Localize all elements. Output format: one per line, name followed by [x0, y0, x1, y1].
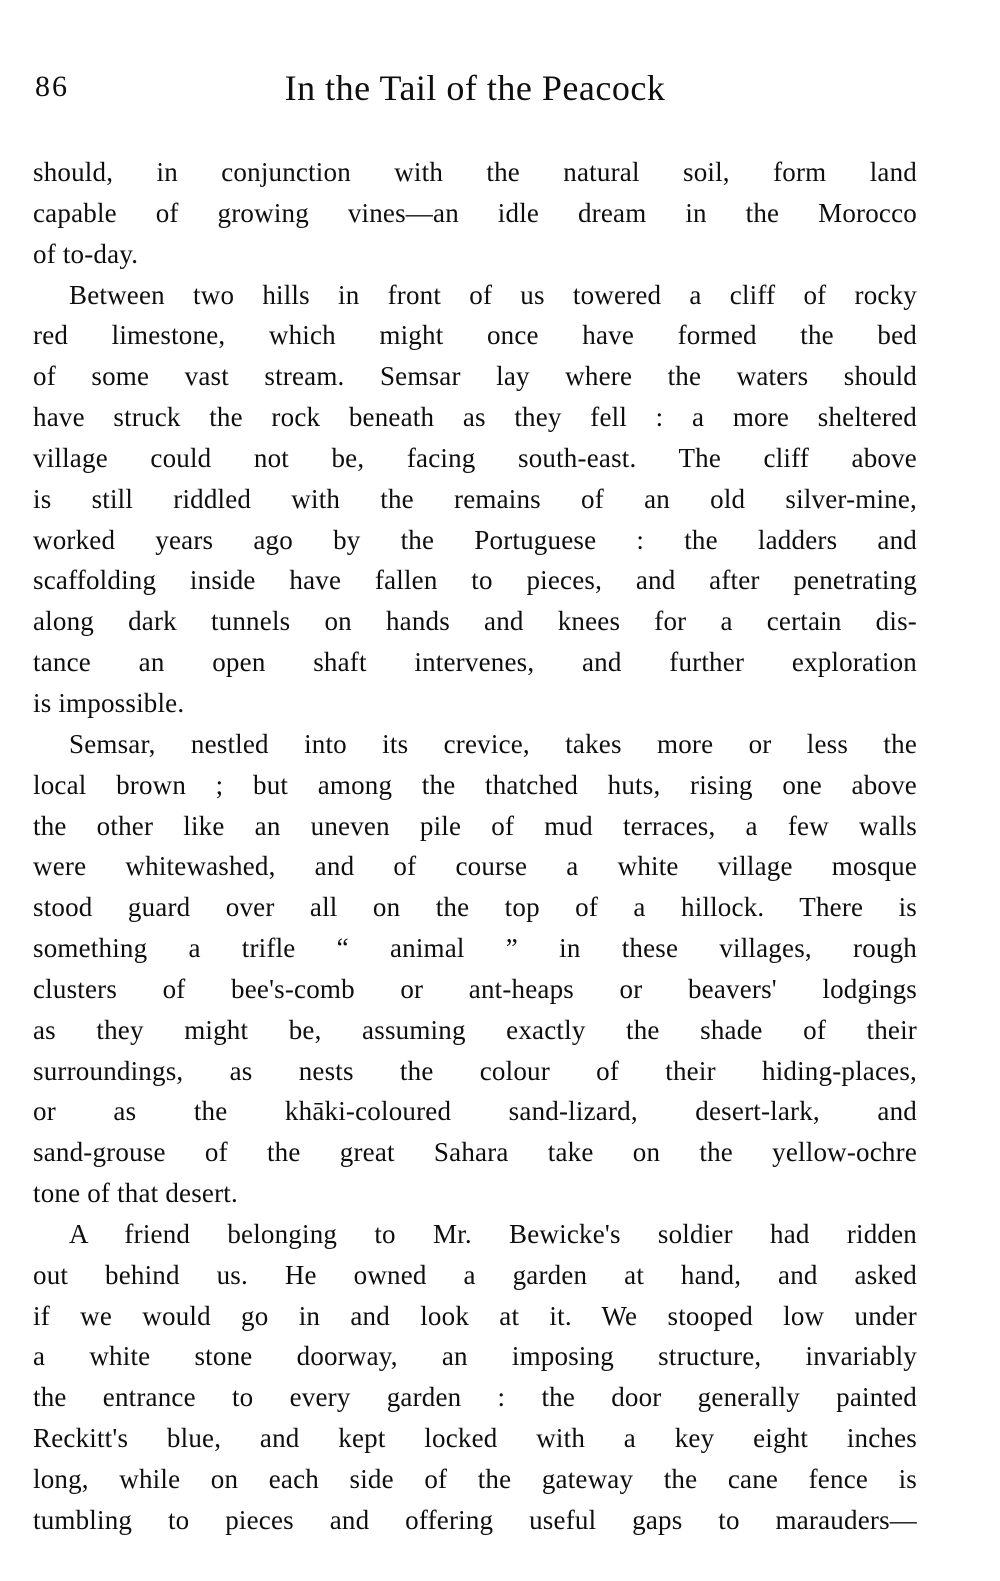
text-line: a white stone doorway, an imposing structure, invariably [33, 1341, 917, 1372]
text-line: were whitewashed, and of course a white village mosque [33, 851, 917, 882]
paragraph [33, 275, 917, 724]
paragraph [33, 724, 917, 1214]
text-line: the other like an uneven pile of mud terraces, a few walls [33, 810, 917, 841]
text-line: stood guard over all on the top of a hillock. There is [33, 892, 917, 923]
paragraph [33, 152, 917, 275]
text-line: tumbling to pieces and offering useful gaps to marauders— [33, 1504, 917, 1535]
text-line: along dark tunnels on hands and knees for a certain dis- [33, 606, 917, 637]
text-line: sand-grouse of the great Sahara take on the yellow-ochre [33, 1137, 917, 1168]
text-line: something a trifle “ animal ” in these villages, rough [33, 933, 917, 964]
text-line: worked years ago by the Portuguese : the ladders and [33, 524, 917, 555]
text-line: village could not be, facing south-east. The cliff above [33, 442, 917, 473]
page-number: 86 [35, 70, 69, 103]
text-line: if we would go in and look at it. We stooped low under [33, 1300, 917, 1331]
page-header [33, 66, 917, 114]
text-line: tone of that desert. [33, 1178, 238, 1209]
text-line: clusters of bee's-comb or ant-heaps or beavers' lodgings [33, 973, 917, 1004]
text-line: or as the khāki-coloured sand-lizard, desert-lark, and [33, 1096, 917, 1127]
text-line: the entrance to every garden : the door generally painted [33, 1382, 917, 1413]
text-line: red limestone, which might once have formed the bed [33, 320, 917, 351]
text-line: long, while on each side of the gateway the cane fence is [33, 1464, 917, 1494]
text-line: should, in conjunction with the natural soil, form land [33, 157, 917, 187]
text-line: have struck the rock beneath as they fell : a more sheltered [33, 402, 917, 433]
paragraph [33, 1214, 917, 1541]
text-line: tance an open shaft intervenes, and further exploration [33, 647, 917, 678]
text-line: Between two hills in front of us towered a cliff of rocky [69, 279, 917, 310]
book-page [33, 0, 917, 1541]
text-block [33, 152, 917, 1541]
text-line: scaffolding inside have fallen to pieces, and after penetrating [33, 565, 917, 596]
text-line: A friend belonging to Mr. Bewicke's soldier had ridden [69, 1218, 917, 1249]
text-line: is impossible. [33, 687, 185, 718]
text-line: out behind us. He owned a garden at hand, and asked [33, 1259, 917, 1290]
text-line: Semsar, nestled into its crevice, takes more or less the [69, 728, 917, 759]
page-title: In the Tail of the Peacock [284, 68, 666, 108]
text-line: surroundings, as nests the colour of their hiding-places, [33, 1055, 917, 1086]
text-line: as they might be, assuming exactly the shade of their [33, 1014, 917, 1045]
text-line: capable of growing vines—an idle dream in the Morocco [33, 197, 917, 228]
text-line: is still riddled with the remains of an old silver-mine, [33, 483, 917, 514]
text-line: of some vast stream. Semsar lay where the waters should [33, 361, 917, 392]
text-line: Reckitt's blue, and kept locked with a key eight inches [33, 1423, 917, 1454]
text-line: local brown ; but among the thatched huts, rising one above [33, 769, 917, 800]
text-line: of to-day. [33, 238, 139, 269]
